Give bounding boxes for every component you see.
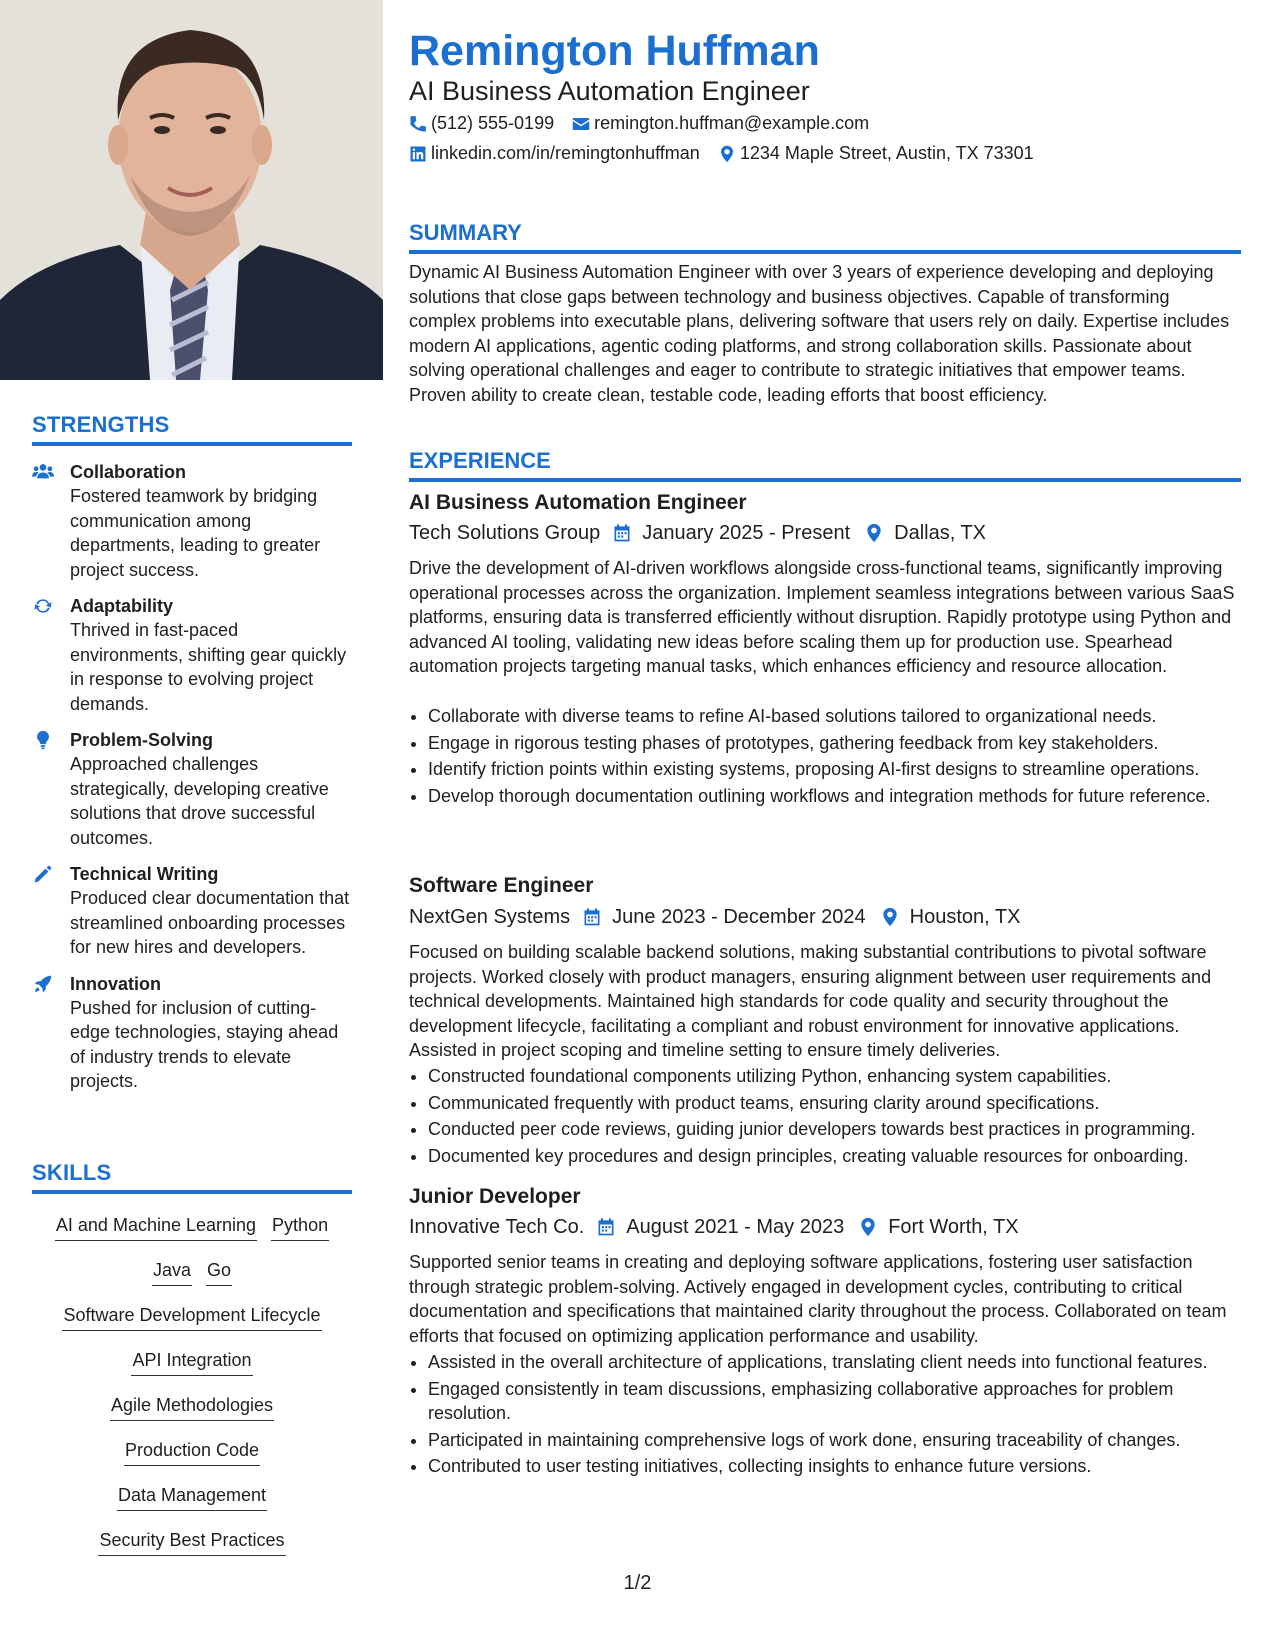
skill-tag: Go [206, 1259, 232, 1286]
job-description: Supported senior teams in creating and deploying software applications, fostering user satisfaction through strategic problem-solving. Actively engaged in development cycles, contributing to critical documentation and specifications that maintained clarity throughout the process. Collaborated on team efforts that focused on optimizing application performance and usability. [409, 1252, 1227, 1346]
users-icon [32, 460, 70, 582]
street-address: 1234 Maple Street, Austin, TX 73301 [739, 143, 1034, 163]
job-meta [409, 1214, 1019, 1240]
job-dates: August 2021 - May 2023 [626, 1216, 845, 1238]
skill-tag: Software Development Lifecycle [62, 1304, 321, 1331]
summary-heading: SUMMARY [409, 220, 1241, 254]
job-bullet: • Constructed foundational components utilizing Python, enhancing system capabilities. [428, 1064, 1260, 1089]
rocket-icon [32, 972, 70, 1094]
job-bullet: • Assisted in the overall architecture of applications, translating client needs into functional features. [428, 1350, 1260, 1375]
phone-contact [409, 113, 554, 134]
skills-heading: SKILLS [32, 1160, 352, 1194]
company-name: Tech Solutions Group [409, 522, 601, 544]
job-meta [409, 520, 986, 546]
job-dates: June 2023 - December 2024 [612, 906, 866, 928]
phone-number: (512) 555-0199 [431, 113, 555, 133]
job-location: Fort Worth, TX [888, 1216, 1019, 1238]
job-description: Drive the development of AI-driven workflows alongside cross-functional teams, significantly improving operational processes across the organization. Implement seamless integrations between various SaaS platforms, ensuring data is transferred efficiently without disruption. Rapidly prototype using Python and advanced AI tooling, validating new ideas before scaling them up for production use. Spearhead automation projects targeting manual tasks, which enhances efficiency and resource allocation. [409, 558, 1235, 676]
strength-description: Fostered teamwork by bridging communication among departments, leading to greater project success. [70, 486, 321, 580]
location-pin-icon [880, 907, 900, 927]
job-bullet: • Collaborate with diverse teams to refine AI-based solutions tailored to organizational needs. [428, 704, 1260, 729]
calendar-icon [582, 907, 602, 927]
strength-item [32, 460, 352, 582]
candidate-role: AI Business Automation Engineer [409, 76, 810, 106]
strength-description: Thrived in fast-paced environments, shifting gear quickly in response to evolving project demands. [70, 620, 347, 714]
strength-item [32, 972, 352, 1094]
job-bullet: • Develop thorough documentation outlining workflows and integration methods for future reference. [428, 784, 1260, 809]
strength-item [32, 728, 352, 850]
job-bullet: • Engaged consistently in team discussions, emphasizing collaborative approaches for problem resolution. [428, 1377, 1260, 1426]
skill-tag: Python [271, 1214, 329, 1241]
strength-item [32, 594, 352, 716]
strength-description: Produced clear documentation that streamlined onboarding processes for new hires and developers. [70, 888, 350, 957]
job-bullet: • Conducted peer code reviews, guiding junior developers towards best practices in programming. [428, 1117, 1260, 1142]
location-pin-icon [718, 145, 736, 163]
summary-text: Dynamic AI Business Automation Engineer with over 3 years of experience developing and deploying solutions that close gaps between technology and business objectives. Capable of transforming complex problems into executable plans, delivering software that users rely on daily. Expertise includes modern AI applications, agentic coding platforms, and strong collaboration skills. Passionate about solving operational challenges and eager to contribute to strategic initiatives that empower teams. Proven ability to create clean, testable code, leading efforts that boost efficiency. [409, 262, 1230, 405]
job-dates: January 2025 - Present [642, 522, 851, 544]
pencil-icon [32, 862, 70, 960]
linkedin-contact[interactable] [409, 143, 700, 164]
email-address[interactable]: remington.huffman@example.com [594, 113, 870, 133]
location-pin-icon [858, 1217, 878, 1237]
strength-title: Adaptability [70, 596, 174, 616]
job-bullet: • Communicated frequently with product teams, ensuring clarity around specifications. [428, 1091, 1260, 1116]
job-bullets [409, 1350, 1260, 1481]
candidate-name: Remington Huffman [409, 27, 820, 75]
skill-tag: Security Best Practices [98, 1529, 285, 1556]
strength-description: Approached challenges strategically, developing creative solutions that drove successful outcomes. [70, 754, 329, 848]
email-contact[interactable] [572, 113, 869, 134]
linkedin-icon [409, 145, 427, 163]
skills-list [32, 1204, 352, 1564]
address-contact [718, 143, 1034, 164]
strengths-section [32, 412, 352, 1094]
sync-icon [32, 594, 70, 716]
job-bullet: • Contributed to user testing initiatives, collecting insights to enhance future versions. [428, 1454, 1260, 1479]
job-title: AI Business Automation Engineer [409, 491, 747, 514]
job-bullet: • Documented key procedures and design principles, creating valuable resources for onboarding. [428, 1144, 1260, 1169]
contact-row-1 [409, 113, 887, 134]
strength-title: Collaboration [70, 462, 186, 482]
job-title: Software Engineer [409, 874, 594, 897]
job-bullets [409, 704, 1260, 810]
job-location: Dallas, TX [894, 522, 987, 544]
skill-tag: API Integration [131, 1349, 252, 1376]
job-title: Junior Developer [409, 1185, 581, 1208]
experience-heading: EXPERIENCE [409, 448, 1241, 482]
left-column [0, 0, 383, 1650]
strength-title: Problem-Solving [70, 730, 214, 750]
job-description: Focused on building scalable backend solutions, making substantial contributions to pivotal software projects. Worked closely with product managers, ensuring alignment between user requirements and technical developments. Maintained high standards for code quality and security throughout the development lifecycle, facilitating a compliant and robust environment for innovative applications. Assisted in project scoping and timeline setting to ensure timely deliveries. [409, 942, 1212, 1060]
phone-icon [409, 115, 427, 133]
company-name: NextGen Systems [409, 906, 571, 928]
strength-item [32, 862, 352, 960]
linkedin-url[interactable]: linkedin.com/in/remingtonhuffman [431, 143, 700, 163]
skills-section [32, 1160, 352, 1564]
page-number: 1/2 [623, 1572, 652, 1594]
job-bullet: • Engage in rigorous testing phases of prototypes, gathering feedback from key stakeholders. [428, 731, 1260, 756]
profile-photo [0, 0, 383, 380]
contact-row-2 [409, 143, 1052, 164]
skill-tag: AI and Machine Learning [55, 1214, 257, 1241]
strength-title: Innovation [70, 973, 161, 994]
strengths-heading: STRENGTHS [32, 412, 352, 446]
skill-tag: Java [152, 1259, 192, 1286]
company-name: Innovative Tech Co. [409, 1216, 585, 1238]
job-bullets [409, 1064, 1260, 1170]
strength-description: Pushed for inclusion of cutting-edge technologies, staying ahead of industry trends to elevate projects. [70, 997, 339, 1091]
skill-tag: Data Management [117, 1484, 267, 1511]
calendar-icon [612, 523, 632, 543]
calendar-icon [596, 1217, 616, 1237]
job-meta [409, 904, 1020, 930]
job-location: Houston, TX [909, 906, 1021, 928]
job-bullet: • Identify friction points within existing systems, proposing AI-first designs to streamline operations. [428, 757, 1260, 782]
strength-title: Technical Writing [70, 864, 219, 884]
location-pin-icon [864, 523, 884, 543]
skill-tag: Agile Methodologies [110, 1394, 274, 1421]
job-bullet: • Participated in maintaining comprehensive logs of work done, ensuring traceability of changes. [428, 1428, 1260, 1453]
lightbulb-icon [32, 728, 70, 850]
envelope-icon [572, 115, 590, 133]
skill-tag: Production Code [124, 1439, 260, 1466]
